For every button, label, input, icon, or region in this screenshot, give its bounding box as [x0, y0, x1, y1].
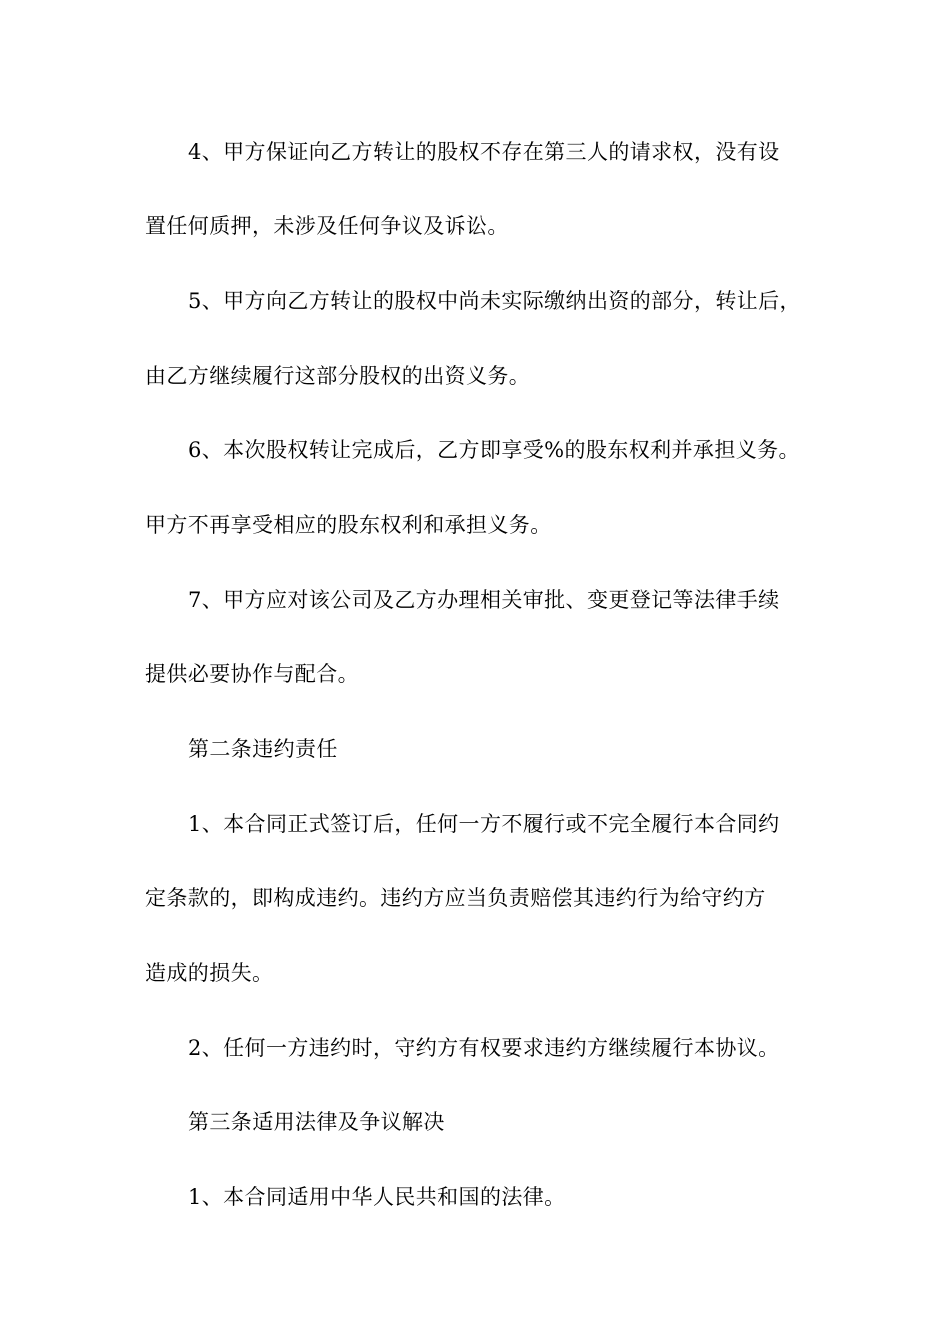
clause-6-line-1: 6、本次股权转让完成后，乙方即享受%的股东权利并承担义务。 — [188, 438, 800, 462]
article-2-clause-2: 2、任何一方违约时，守约方有权要求违约方继续履行本协议。 — [188, 1036, 780, 1060]
clause-7-line-2: 提供必要协作与配合。 — [145, 662, 359, 686]
article-2-clause-1-line-2: 定条款的，即构成违约。违约方应当负责赔偿其违约行为给守约方 — [145, 886, 766, 910]
article-2-clause-1-line-3: 造成的损失。 — [145, 961, 274, 985]
clause-6-line-2: 甲方不再享受相应的股东权利和承担义务。 — [145, 513, 552, 537]
article-2-clause-1-line-1: 1、本合同正式签订后，任何一方不履行或不完全履行本合同约 — [188, 812, 780, 836]
clause-4-line-2: 置任何质押，未涉及任何争议及诉讼。 — [145, 214, 509, 238]
clause-7-line-1: 7、甲方应对该公司及乙方办理相关审批、变更登记等法律手续 — [188, 588, 780, 612]
clause-5-line-1: 5、甲方向乙方转让的股权中尚未实际缴纳出资的部分，转让后， — [188, 289, 801, 313]
article-3-clause-1: 1、本合同适用中华人民共和国的法律。 — [188, 1185, 566, 1209]
article-2-heading: 第二条违约责任 — [188, 737, 338, 761]
clause-5-line-2: 由乙方继续履行这部分股权的出资义务。 — [145, 364, 531, 388]
clause-4-line-1: 4、甲方保证向乙方转让的股权不存在第三人的请求权，没有设 — [188, 140, 780, 164]
article-3-heading: 第三条适用法律及争议解决 — [188, 1110, 445, 1134]
